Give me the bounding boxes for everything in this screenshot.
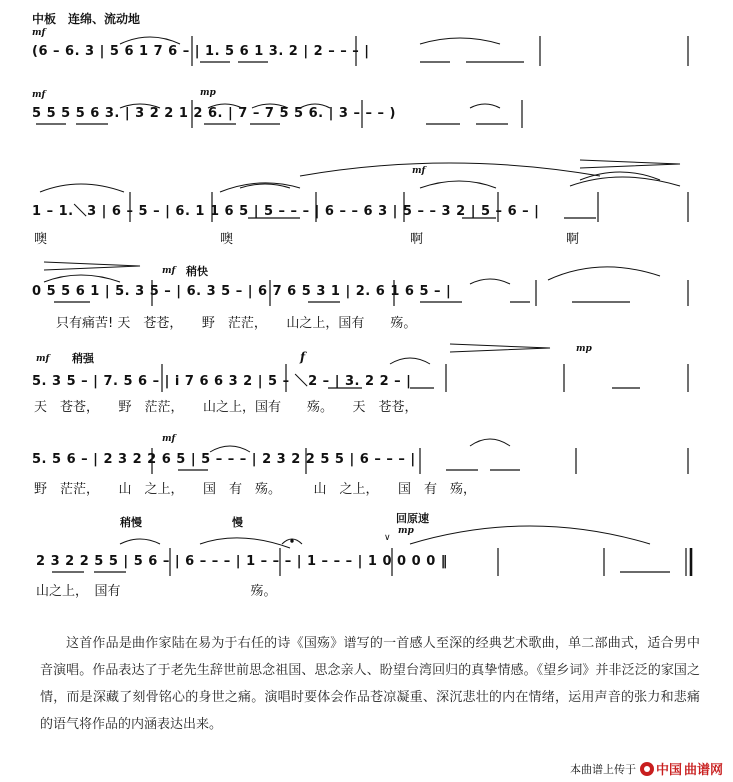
marking-a-tempo: 回原速 bbox=[396, 512, 429, 525]
dynamic-f: f bbox=[300, 350, 306, 364]
marking-slightly-stronger: 稍强 bbox=[72, 352, 94, 365]
lyrics-line-5: 天 苍苍， 野 茫茫， 山之上，国有 殇。 天 苍苍， bbox=[34, 400, 418, 415]
tempo-mark: 中板 连绵、流动地 bbox=[32, 12, 141, 26]
breath-mark-icon: ∨ bbox=[384, 533, 391, 543]
lyrics-line-7: 山之上， 国有 殇。 bbox=[36, 584, 277, 599]
lyric-3-b: 噢 bbox=[220, 232, 234, 247]
logo-text-cn2: 曲谱网 bbox=[683, 763, 723, 778]
dynamic-mf-4: mf bbox=[162, 266, 176, 276]
lyric-3-c: 啊 bbox=[410, 232, 424, 247]
notation-line-4: 0 5 5 6 1 | 5. 3 5 – | 6. 3 5 – | 6 7 6 5 3 1 | 2. 6 1 6 5 – | bbox=[32, 284, 452, 299]
logo-text-cn: 中国 bbox=[655, 763, 682, 778]
dynamic-mf-6: mf bbox=[162, 434, 176, 444]
site-logo[interactable] bbox=[640, 759, 723, 778]
description-text: 这首作品是曲作家陆在易为于右任的诗《国殇》谱写的一首感人至深的经典艺术歌曲，单二部曲式，适合男中音演唱。作品表达了于老先生辞世前思念祖国、思念亲人、盼望台湾回归的真挚情感。《望乡词》并非泛泛的家国之情，而是深藏了刻骨铭心的身世之痛。演唱时要体会作品苍凉凝重、深沉悲壮的内在情绪，运用声音的张力和悲痛的语气将作品的内涵表达出来。 bbox=[40, 636, 700, 732]
footer bbox=[570, 759, 723, 778]
dynamic-mp-2: mp bbox=[576, 344, 592, 354]
marking-slightly-faster: 稍快 bbox=[186, 265, 208, 278]
marking-slightly-slower: 稍慢 bbox=[120, 516, 142, 529]
dynamic-mf-3: mf bbox=[412, 166, 426, 176]
lyric-3-d: 啊 bbox=[566, 232, 580, 247]
notation-line-1: (6 – 6. 3 | 5 6 1 7 6 – | 1. 5 6 1 3. 2 | 2 – – – | bbox=[32, 44, 370, 59]
fermata-icon bbox=[282, 539, 302, 544]
notation-line-5: 5. 3 5 – | 7. 5 6 – | i 7 6 6 3 2 | 5 – ＼2 – | 3. 2 2 – | bbox=[32, 374, 412, 389]
notation-line-3: 1 – 1.＼3 | 6 – 5 – | 6. 1 1 6 5 | 5 – – – | 6 – – 6 3 | 5 – – 3 2 | 5 – 6 – | bbox=[32, 204, 540, 219]
logo-icon bbox=[640, 762, 654, 776]
dynamic-mf-1: mf bbox=[32, 28, 46, 38]
lyric-3-a: 噢 bbox=[34, 232, 48, 247]
lyrics-line-6: 野 茫茫， 山 之上， 国 有 殇。 山 之上， 国 有 殇， bbox=[34, 482, 477, 497]
notation-line-7: 2 3 2 2 5 5 | 5 6 – | 6 – – – | 1 – – – | 1 – – – | 1 0 0 0 0 ‖ bbox=[36, 554, 448, 569]
notation-line-2: 5 5 5 5 6 3. | 3 2 2 1 2 6. | 7 – 7 5 5 6. | 3 – – – ) bbox=[32, 106, 396, 121]
notation-line-6: 5. 5 6 – | 2 3 2 2 6 5 | 5 – – – | 2 3 2 2 5 5 | 6 – – – | bbox=[32, 452, 416, 467]
lyrics-line-4: 只有痛苦! 天 苍苍， 野 茫茫， 山之上，国有 殇。 bbox=[56, 316, 417, 331]
song-description bbox=[40, 630, 700, 738]
dynamic-mp-1: mp bbox=[200, 88, 216, 98]
dynamic-mf-2: mf bbox=[32, 90, 46, 100]
dynamic-mp-3: mp bbox=[398, 526, 414, 536]
dynamic-mf-5: mf bbox=[36, 354, 50, 364]
upload-note: 本曲谱上传于 bbox=[569, 762, 636, 776]
marking-slower: 慢 bbox=[232, 516, 243, 529]
